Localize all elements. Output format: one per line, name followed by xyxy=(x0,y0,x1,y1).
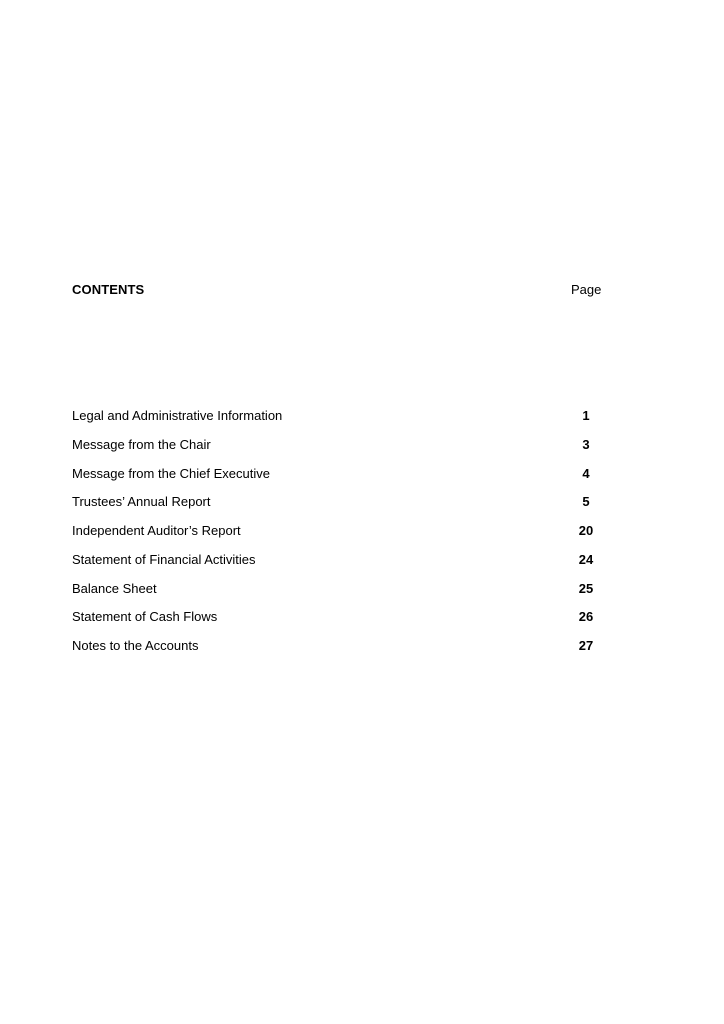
toc-entry-page-number: 27 xyxy=(578,638,594,653)
toc-entry-title: Message from the Chair xyxy=(72,436,211,452)
toc-entry-page-number: 4 xyxy=(582,465,590,481)
toc-entry-title: Statement of Financial Activities xyxy=(72,551,256,567)
toc-entry-title: Balance Sheet xyxy=(72,580,157,596)
toc-entry-title: Independent Auditor’s Report xyxy=(72,523,241,538)
toc-entry-page-number: 26 xyxy=(578,609,594,625)
toc-entry-title: Message from the Chief Executive xyxy=(72,465,270,481)
toc-entry-independent-auditors-report xyxy=(72,522,632,551)
toc-entry-statement-of-financial-activities xyxy=(72,551,632,580)
toc-entry-title: Notes to the Accounts xyxy=(72,638,199,653)
contents-title: CONTENTS xyxy=(72,282,145,297)
toc-entry-title: Legal and Administrative Information xyxy=(72,408,283,423)
page-column-label: Page xyxy=(571,282,602,297)
toc-entry-balance-sheet xyxy=(72,580,632,609)
toc-entry-page-number: 20 xyxy=(578,523,594,538)
toc-entry-title: Trustees’ Annual Report xyxy=(72,494,211,510)
toc-entry-page-number: 24 xyxy=(578,551,594,567)
toc-entry-trustees-annual-report xyxy=(72,493,632,522)
toc-entry-page-number: 5 xyxy=(582,494,590,510)
toc-entry-message-from-chair xyxy=(72,436,632,465)
toc-entry-legal-admin-info xyxy=(72,407,632,436)
toc-entry-page-number: 25 xyxy=(578,580,594,596)
toc-entry-title: Statement of Cash Flows xyxy=(72,609,218,625)
toc-entry-message-from-chief-executive xyxy=(72,465,632,494)
toc-entry-notes-to-the-accounts xyxy=(72,637,632,666)
toc-entry-page-number: 3 xyxy=(582,436,590,452)
toc-entry-page-number: 1 xyxy=(582,408,590,423)
table-of-contents xyxy=(72,407,632,666)
contents-header xyxy=(72,281,632,301)
toc-entry-statement-of-cash-flows xyxy=(72,608,632,637)
